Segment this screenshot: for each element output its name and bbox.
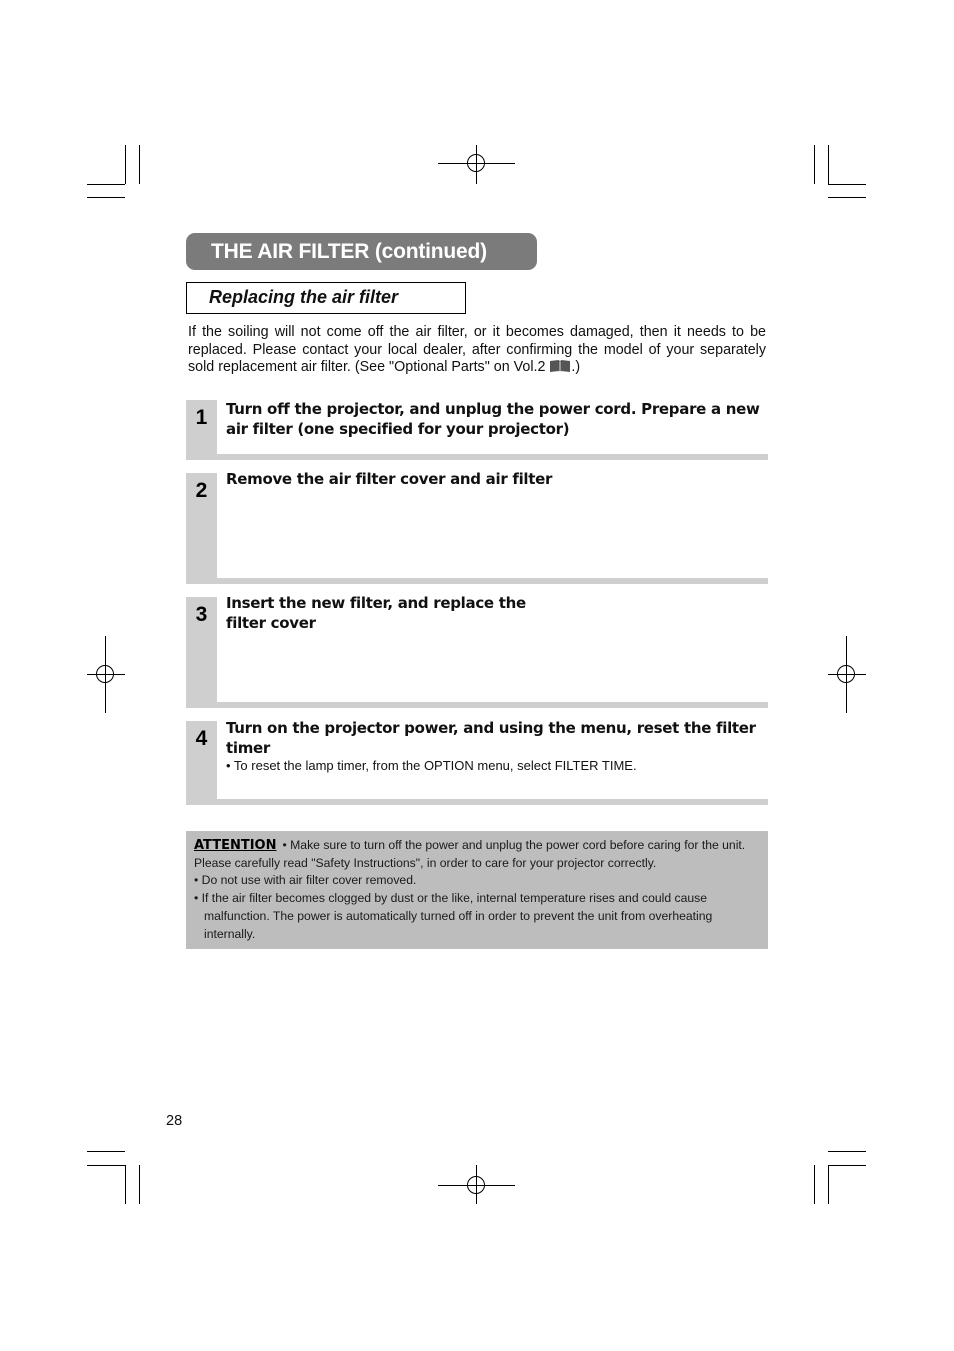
intro-suffix: .) bbox=[571, 359, 581, 375]
section-subtitle: Replacing the air filter bbox=[186, 282, 466, 314]
step-heading: Remove the air filter cover and air filter bbox=[226, 470, 553, 488]
intro-text: If the soiling will not come off the air filter, or it becomes damaged, then it needs to be replaced. Please contact your local dealer, after confirming the model of your separately sold replacement air filter. (See "Optional Parts" on Vol.2 bbox=[188, 324, 766, 375]
attention-box bbox=[186, 831, 768, 949]
step-number: 3 bbox=[195, 603, 208, 626]
step-2 bbox=[186, 470, 768, 584]
step-1 bbox=[186, 400, 768, 460]
step-number: 1 bbox=[195, 406, 208, 429]
attention-label: ATTENTION bbox=[194, 838, 277, 853]
step-divider bbox=[186, 799, 768, 805]
page-title: THE AIR FILTER (continued) bbox=[186, 233, 537, 270]
attention-intro-text: • Make sure to turn off the power and unplug the power cord before caring for the unit. Please carefully read "Safety Instructions", in order to care for your projector correctly. bbox=[194, 838, 746, 870]
step-heading: Turn on the projector power, and using the menu, reset the filter timer bbox=[226, 719, 756, 757]
step-note: • To reset the lamp timer, from the OPTION menu, select FILTER TIME. bbox=[226, 758, 637, 773]
book-icon bbox=[549, 359, 571, 373]
step-divider bbox=[186, 702, 768, 708]
step-number: 4 bbox=[195, 727, 208, 750]
attention-intro bbox=[194, 837, 748, 872]
step-heading: Turn off the projector, and unplug the power cord. Prepare a new air filter (one specified for your projector) bbox=[226, 400, 760, 438]
step-4 bbox=[186, 721, 768, 805]
attention-bullet: • Do not use with air filter cover removed. bbox=[194, 873, 417, 888]
page-number: 28 bbox=[166, 1113, 183, 1129]
step-heading: Insert the new filter, and replace the filter cover bbox=[226, 594, 526, 632]
intro-paragraph bbox=[188, 324, 766, 377]
step-divider bbox=[186, 578, 768, 584]
attention-bullet: • If the air filter becomes clogged by dust or the like, internal temperature rises and could cause malfunction. The power is automatically turned off in order to prevent the unit from overheating internally. bbox=[194, 891, 713, 941]
step-divider bbox=[186, 454, 768, 460]
step-3 bbox=[186, 594, 768, 708]
step-number: 2 bbox=[195, 479, 208, 502]
